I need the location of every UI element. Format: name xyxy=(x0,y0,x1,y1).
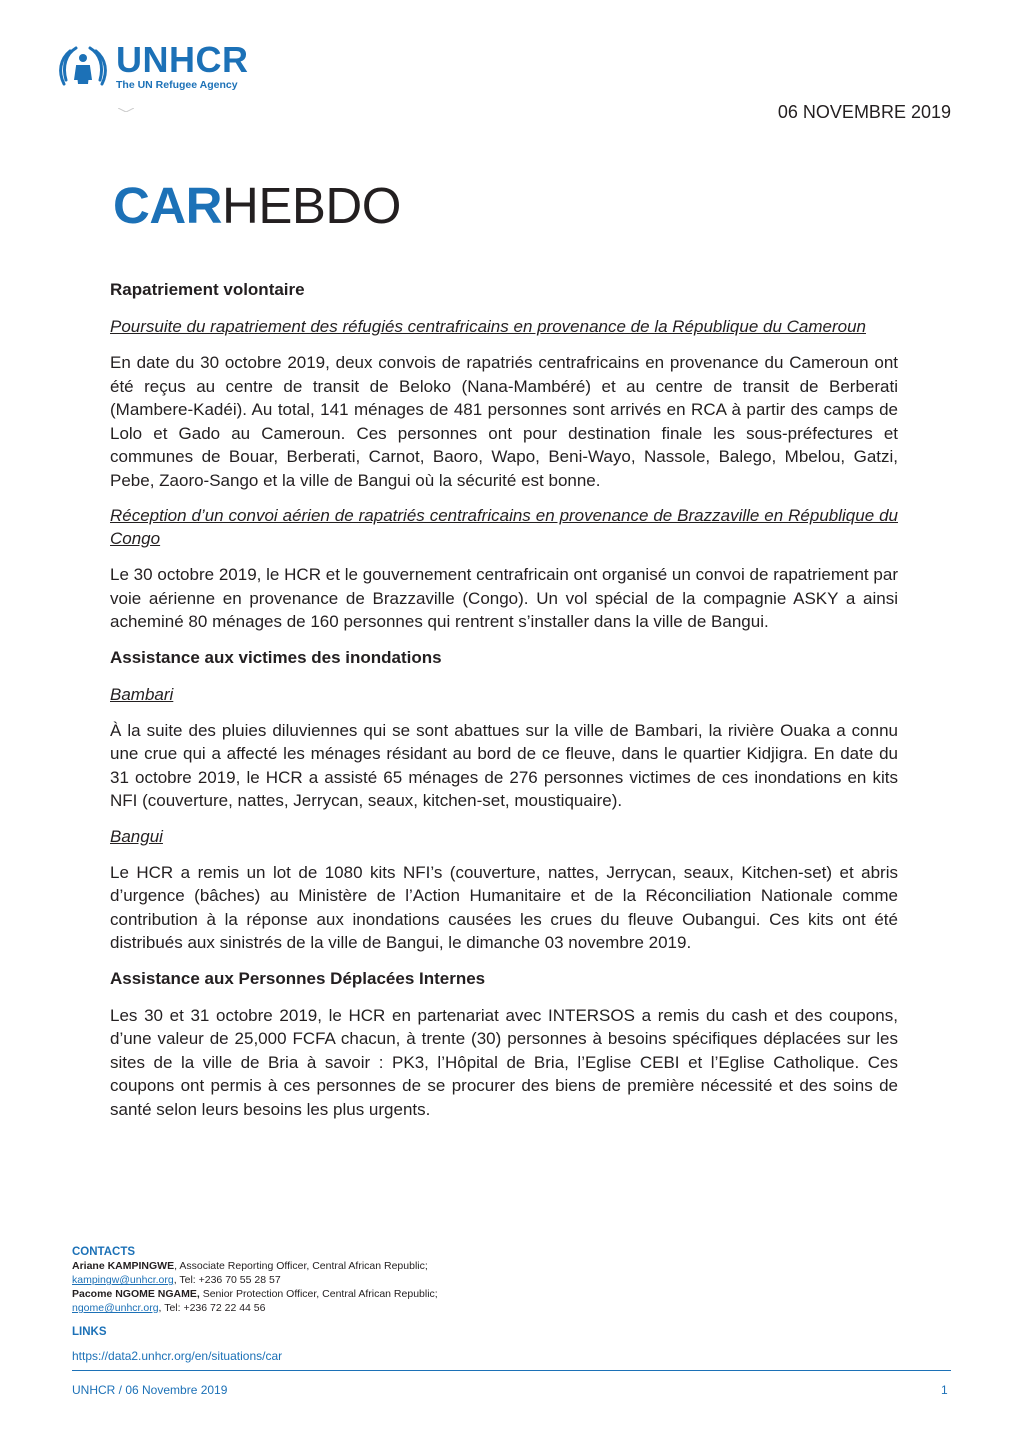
report-title xyxy=(113,176,401,236)
links-label: LINKS xyxy=(72,1326,107,1338)
report-date: 06 NOVEMBRE 2019 xyxy=(777,102,951,122)
report-body xyxy=(110,278,898,1133)
paragraph-cameroon: En date du 30 octobre 2019, deux convois de rapatriés centrafricains en provenance du Cameroun ont été reçus au centre de transit de Beloko (Nana-Mambéré) et au centre de transit de Berberati (Mambere-Kadéi). Au total, 141 ménages de 481 personnes sont arrivés en RCA à partir des camps de Lolo et Gado au Cameroun. Ces personnes ont pour destination finale les sous-préfectures et communes de Bouar, Berberati, Carnot, Baoro, Wapo, Beni-Wayo, Nassole, Balego, Mbelou, Gatzi, Pebe, Zaoro-Sango et la ville de Bangui où la sécurité est bonne. xyxy=(110,353,898,490)
contact-1-name: Ariane KAMPINGWE xyxy=(72,1260,175,1272)
contact-2 xyxy=(72,1287,772,1301)
logo-accent-mark xyxy=(118,108,134,112)
page-number: 1 xyxy=(941,1383,948,1397)
logo-name: UNHCR xyxy=(116,39,249,80)
footer-divider xyxy=(72,1370,951,1371)
contact-2-role: Senior Protection Officer, Central African Republic; xyxy=(199,1288,438,1300)
unhcr-logo xyxy=(54,39,249,94)
unhcr-emblem-icon xyxy=(54,42,112,94)
paragraph-bangui: Le HCR a remis un lot de 1080 kits NFI’s (couverture, nattes, Jerrycan, seaux, Kitchen-set) et abris d’urgence (bâches) au Ministère de l’Action Humanitaire et de la Réconciliation Nationale comme contribution à la réponse aux inondations causées les crues du fleuve Oubangui. Ces kits ont été distribués aux sinistrés de la ville de Bangui, le dimanche 03 novembre 2019. xyxy=(110,862,898,952)
subheading-brazzaville: Réception d’un convoi aérien de rapatriés centrafricains en provenance de Brazzaville en République du Congo xyxy=(110,506,898,548)
section-heading-floods: Assistance aux victimes des inondations xyxy=(110,647,442,667)
contact-2-name: Pacome NGOME NGAME, xyxy=(72,1288,200,1300)
logo-subtitle: The UN Refugee Agency xyxy=(116,79,238,91)
subheading-bambari: Bambari xyxy=(110,684,174,704)
paragraph-idp: Les 30 et 31 octobre 2019, le HCR en partenariat avec INTERSOS a remis du cash et des coupons, d’une valeur de 25,000 FCFA chacun, à trente (30) personnes à besoins spécifiques déplacées sur les sites de la ville de Bria à savoir : PK3, l’Hôpital de Bria, l’Eglise CEBI et l’Eglise Catholique. Ces coupons ont permis à ces personnes de se procurer des biens de première nécessité et des soins de santé selon leurs besoins les plus urgents. xyxy=(110,1005,898,1119)
contact-1-details xyxy=(72,1273,772,1287)
contacts-label: CONTACTS xyxy=(72,1246,136,1258)
section-heading-idp: Assistance aux Personnes Déplacées Internes xyxy=(110,968,486,988)
contact-2-email-link[interactable]: ngome@unhcr.org xyxy=(72,1302,159,1314)
paragraph-brazzaville: Le 30 octobre 2019, le HCR et le gouvernement centrafricain ont organisé un convoi de rapatriement par voie aérienne en provenance de Brazzaville (Congo). Un vol spécial de la compagnie ASKY a ainsi acheminé 80 ménages de 160 personnes qui rentrent s’installer dans la ville de Bangui. xyxy=(110,565,898,631)
contact-1-tel: , Tel: +236 70 55 28 57 xyxy=(173,1274,281,1286)
contact-1-email-link[interactable]: kampingw@unhcr.org xyxy=(72,1274,174,1286)
subheading-cameroon: Poursuite du rapatriement des réfugiés centrafricains en provenance de la République du Cameroun xyxy=(110,317,867,336)
contact-1 xyxy=(72,1259,772,1273)
contact-2-details xyxy=(72,1301,772,1315)
title-accent: CAR xyxy=(113,177,222,234)
subheading-bangui: Bangui xyxy=(110,826,163,846)
contact-1-role: , Associate Reporting Officer, Central African Republic; xyxy=(174,1260,428,1272)
situation-link[interactable]: https://data2.unhcr.org/en/situations/car xyxy=(72,1349,283,1363)
contacts-block xyxy=(72,1245,772,1363)
title-rest: HEBDO xyxy=(222,177,401,234)
contact-2-tel: , Tel: +236 72 22 44 56 xyxy=(158,1302,266,1314)
section-heading-repatriation: Rapatriement volontaire xyxy=(110,280,305,299)
paragraph-bambari: À la suite des pluies diluviennes qui se sont abattues sur la ville de Bambari, la rivière Ouaka a connu une crue qui a affecté les ménages résidant au bord de ce fleuve, dans le quartier Kidjigra. En date du 31 octobre 2019, le HCR a assisté 65 ménages de 276 personnes victimes de ces inondations en kits NFI (couverture, nattes, Jerrycan, seaux, kitchen-set, moustiquaire). xyxy=(110,720,898,810)
footer-source: UNHCR / 06 Novembre 2019 xyxy=(72,1383,228,1397)
